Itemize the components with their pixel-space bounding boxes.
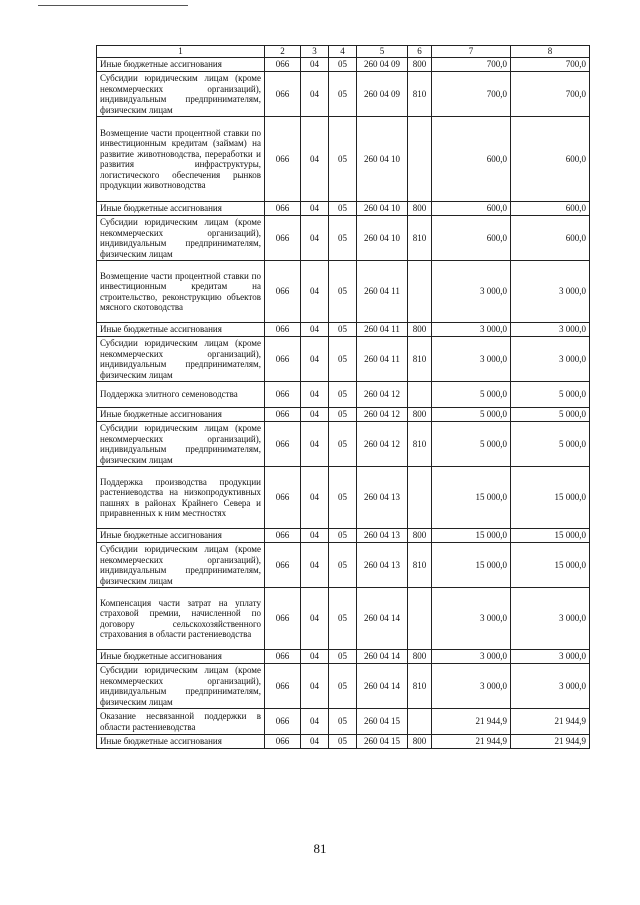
table-row xyxy=(97,529,590,543)
row-target-cell: 260 04 09 xyxy=(357,58,408,72)
row-name-cell: Иные бюджетные ассигнования xyxy=(97,529,265,543)
row-code-cell: 066 xyxy=(265,664,301,709)
row-name-cell: Субсидии юридическим лицам (кроме некоммерческих организаций), индивидуальным предпринимателям, физическим лицам xyxy=(97,216,265,261)
row-subsection-cell: 05 xyxy=(329,58,357,72)
row-amount-2-cell: 15 000,0 xyxy=(511,543,590,588)
row-code-cell: 066 xyxy=(265,543,301,588)
row-code-cell: 066 xyxy=(265,588,301,650)
row-type-cell: 810 xyxy=(408,543,432,588)
row-section-cell: 04 xyxy=(301,422,329,467)
header-col-5: 5 xyxy=(357,46,408,58)
table-row xyxy=(97,337,590,382)
row-name-cell: Субсидии юридическим лицам (кроме некоммерческих организаций), индивидуальным предпринимателям, физическим лицам xyxy=(97,543,265,588)
row-subsection-cell: 05 xyxy=(329,408,357,422)
row-amount-1-cell: 15 000,0 xyxy=(432,529,511,543)
row-amount-2-cell: 600,0 xyxy=(511,202,590,216)
table-row xyxy=(97,408,590,422)
row-type-cell xyxy=(408,382,432,408)
row-target-cell: 260 04 14 xyxy=(357,664,408,709)
row-type-cell xyxy=(408,709,432,735)
row-type-cell: 810 xyxy=(408,422,432,467)
table-row xyxy=(97,117,590,202)
row-target-cell: 260 04 15 xyxy=(357,709,408,735)
row-code-cell: 066 xyxy=(265,422,301,467)
row-subsection-cell: 05 xyxy=(329,735,357,749)
row-section-cell: 04 xyxy=(301,588,329,650)
row-section-cell: 04 xyxy=(301,408,329,422)
row-target-cell: 260 04 12 xyxy=(357,422,408,467)
row-amount-1-cell: 3 000,0 xyxy=(432,323,511,337)
row-subsection-cell: 05 xyxy=(329,382,357,408)
row-name-cell: Иные бюджетные ассигнования xyxy=(97,202,265,216)
row-subsection-cell: 05 xyxy=(329,664,357,709)
row-name-cell: Субсидии юридическим лицам (кроме некоммерческих организаций), индивидуальным предпринимателям, физическим лицам xyxy=(97,337,265,382)
row-amount-2-cell: 3 000,0 xyxy=(511,650,590,664)
row-target-cell: 260 04 11 xyxy=(357,337,408,382)
row-subsection-cell: 05 xyxy=(329,529,357,543)
budget-table xyxy=(96,45,590,749)
row-code-cell: 066 xyxy=(265,337,301,382)
row-type-cell: 810 xyxy=(408,664,432,709)
row-section-cell: 04 xyxy=(301,72,329,117)
row-name-cell: Оказание несвязанной поддержки в области растениеводства xyxy=(97,709,265,735)
row-name-cell: Субсидии юридическим лицам (кроме некоммерческих организаций), индивидуальным предпринимателям, физическим лицам xyxy=(97,422,265,467)
row-section-cell: 04 xyxy=(301,382,329,408)
row-section-cell: 04 xyxy=(301,467,329,529)
row-type-cell: 800 xyxy=(408,408,432,422)
row-target-cell: 260 04 11 xyxy=(357,261,408,323)
row-target-cell: 260 04 09 xyxy=(357,72,408,117)
table-row xyxy=(97,72,590,117)
row-section-cell: 04 xyxy=(301,735,329,749)
row-section-cell: 04 xyxy=(301,323,329,337)
row-type-cell: 810 xyxy=(408,72,432,117)
row-amount-1-cell: 21 944,9 xyxy=(432,735,511,749)
header-col-8: 8 xyxy=(511,46,590,58)
header-row xyxy=(97,46,590,58)
row-amount-1-cell: 5 000,0 xyxy=(432,382,511,408)
row-name-cell: Субсидии юридическим лицам (кроме некоммерческих организаций), индивидуальным предпринимателям, физическим лицам xyxy=(97,664,265,709)
row-code-cell: 066 xyxy=(265,408,301,422)
row-amount-1-cell: 5 000,0 xyxy=(432,408,511,422)
row-section-cell: 04 xyxy=(301,709,329,735)
row-type-cell xyxy=(408,588,432,650)
header-col-4: 4 xyxy=(329,46,357,58)
row-target-cell: 260 04 15 xyxy=(357,735,408,749)
row-target-cell: 260 04 12 xyxy=(357,408,408,422)
row-target-cell: 260 04 13 xyxy=(357,467,408,529)
row-amount-1-cell: 700,0 xyxy=(432,58,511,72)
row-subsection-cell: 05 xyxy=(329,543,357,588)
table-row xyxy=(97,382,590,408)
table-row xyxy=(97,588,590,650)
row-name-cell: Иные бюджетные ассигнования xyxy=(97,650,265,664)
header-col-2: 2 xyxy=(265,46,301,58)
row-name-cell: Возмещение части процентной ставки по инвестиционным кредитам на строительство, реконструкцию объектов мясного скотоводства xyxy=(97,261,265,323)
table-row xyxy=(97,323,590,337)
row-name-cell: Иные бюджетные ассигнования xyxy=(97,323,265,337)
header-col-3: 3 xyxy=(301,46,329,58)
row-code-cell: 066 xyxy=(265,72,301,117)
table-body xyxy=(97,58,590,749)
row-amount-1-cell: 21 944,9 xyxy=(432,709,511,735)
row-section-cell: 04 xyxy=(301,261,329,323)
row-type-cell: 800 xyxy=(408,650,432,664)
row-subsection-cell: 05 xyxy=(329,261,357,323)
row-section-cell: 04 xyxy=(301,543,329,588)
row-code-cell: 066 xyxy=(265,382,301,408)
row-amount-1-cell: 600,0 xyxy=(432,117,511,202)
row-amount-2-cell: 15 000,0 xyxy=(511,467,590,529)
row-name-cell: Иные бюджетные ассигнования xyxy=(97,58,265,72)
row-code-cell: 066 xyxy=(265,735,301,749)
row-name-cell: Возмещение части процентной ставки по инвестиционным кредитам (займам) на развитие животноводства, переработки и развития инфраструктуры, логистического обеспечения рынков продукции животноводства xyxy=(97,117,265,202)
row-amount-1-cell: 3 000,0 xyxy=(432,337,511,382)
header-col-1: 1 xyxy=(97,46,265,58)
row-amount-2-cell: 600,0 xyxy=(511,117,590,202)
row-section-cell: 04 xyxy=(301,202,329,216)
row-section-cell: 04 xyxy=(301,650,329,664)
row-amount-2-cell: 5 000,0 xyxy=(511,422,590,467)
row-type-cell xyxy=(408,261,432,323)
row-type-cell: 800 xyxy=(408,202,432,216)
row-section-cell: 04 xyxy=(301,58,329,72)
row-subsection-cell: 05 xyxy=(329,117,357,202)
row-amount-2-cell: 3 000,0 xyxy=(511,323,590,337)
row-target-cell: 260 04 13 xyxy=(357,543,408,588)
row-amount-2-cell: 3 000,0 xyxy=(511,261,590,323)
row-name-cell: Иные бюджетные ассигнования xyxy=(97,408,265,422)
row-subsection-cell: 05 xyxy=(329,709,357,735)
row-subsection-cell: 05 xyxy=(329,650,357,664)
table-row xyxy=(97,422,590,467)
row-amount-1-cell: 15 000,0 xyxy=(432,543,511,588)
row-amount-2-cell: 3 000,0 xyxy=(511,588,590,650)
table-row xyxy=(97,650,590,664)
row-amount-2-cell: 15 000,0 xyxy=(511,529,590,543)
row-name-cell: Иные бюджетные ассигнования xyxy=(97,735,265,749)
row-amount-2-cell: 600,0 xyxy=(511,216,590,261)
row-target-cell: 260 04 14 xyxy=(357,588,408,650)
table-row xyxy=(97,735,590,749)
row-type-cell: 800 xyxy=(408,58,432,72)
row-subsection-cell: 05 xyxy=(329,323,357,337)
table-row xyxy=(97,58,590,72)
table-row xyxy=(97,216,590,261)
row-section-cell: 04 xyxy=(301,337,329,382)
row-type-cell: 800 xyxy=(408,323,432,337)
row-section-cell: 04 xyxy=(301,216,329,261)
row-code-cell: 066 xyxy=(265,529,301,543)
row-code-cell: 066 xyxy=(265,323,301,337)
table-row xyxy=(97,261,590,323)
row-type-cell: 810 xyxy=(408,216,432,261)
row-name-cell: Компенсация части затрат на уплату страховой премии, начисленной по договору сельскохозяйственного страхования в области растениеводства xyxy=(97,588,265,650)
row-amount-1-cell: 3 000,0 xyxy=(432,664,511,709)
table-row xyxy=(97,543,590,588)
row-code-cell: 066 xyxy=(265,709,301,735)
row-target-cell: 260 04 10 xyxy=(357,117,408,202)
row-subsection-cell: 05 xyxy=(329,467,357,529)
row-amount-1-cell: 5 000,0 xyxy=(432,422,511,467)
row-type-cell: 810 xyxy=(408,337,432,382)
row-amount-2-cell: 700,0 xyxy=(511,58,590,72)
row-section-cell: 04 xyxy=(301,529,329,543)
row-amount-2-cell: 5 000,0 xyxy=(511,382,590,408)
row-name-cell: Поддержка элитного семеноводства xyxy=(97,382,265,408)
row-name-cell: Субсидии юридическим лицам (кроме некоммерческих организаций), индивидуальным предпринимателям, физическим лицам xyxy=(97,72,265,117)
row-type-cell: 800 xyxy=(408,735,432,749)
row-target-cell: 260 04 14 xyxy=(357,650,408,664)
row-subsection-cell: 05 xyxy=(329,337,357,382)
row-type-cell xyxy=(408,467,432,529)
row-amount-1-cell: 3 000,0 xyxy=(432,650,511,664)
row-amount-2-cell: 21 944,9 xyxy=(511,735,590,749)
table-row xyxy=(97,467,590,529)
row-subsection-cell: 05 xyxy=(329,216,357,261)
row-name-cell: Поддержка производства продукции растениеводства на низкопродуктивных пашнях в районах Крайнего Севера и приравненных к ним местностях xyxy=(97,467,265,529)
row-amount-1-cell: 700,0 xyxy=(432,72,511,117)
table-row xyxy=(97,664,590,709)
row-subsection-cell: 05 xyxy=(329,202,357,216)
row-amount-2-cell: 21 944,9 xyxy=(511,709,590,735)
top-rule xyxy=(38,5,188,6)
row-target-cell: 260 04 12 xyxy=(357,382,408,408)
row-amount-2-cell: 3 000,0 xyxy=(511,337,590,382)
row-code-cell: 066 xyxy=(265,202,301,216)
row-amount-2-cell: 700,0 xyxy=(511,72,590,117)
row-target-cell: 260 04 10 xyxy=(357,216,408,261)
row-amount-1-cell: 15 000,0 xyxy=(432,467,511,529)
row-type-cell: 800 xyxy=(408,529,432,543)
header-col-7: 7 xyxy=(432,46,511,58)
row-subsection-cell: 05 xyxy=(329,72,357,117)
row-section-cell: 04 xyxy=(301,664,329,709)
row-amount-2-cell: 5 000,0 xyxy=(511,408,590,422)
page-number: 81 xyxy=(313,841,327,856)
row-code-cell: 066 xyxy=(265,467,301,529)
row-amount-1-cell: 3 000,0 xyxy=(432,261,511,323)
table-row xyxy=(97,709,590,735)
row-subsection-cell: 05 xyxy=(329,588,357,650)
row-amount-1-cell: 600,0 xyxy=(432,216,511,261)
row-code-cell: 066 xyxy=(265,650,301,664)
row-amount-2-cell: 3 000,0 xyxy=(511,664,590,709)
row-type-cell xyxy=(408,117,432,202)
row-code-cell: 066 xyxy=(265,216,301,261)
row-target-cell: 260 04 10 xyxy=(357,202,408,216)
row-subsection-cell: 05 xyxy=(329,422,357,467)
row-target-cell: 260 04 13 xyxy=(357,529,408,543)
row-target-cell: 260 04 11 xyxy=(357,323,408,337)
table-row xyxy=(97,202,590,216)
row-code-cell: 066 xyxy=(265,261,301,323)
row-code-cell: 066 xyxy=(265,58,301,72)
row-amount-1-cell: 600,0 xyxy=(432,202,511,216)
row-code-cell: 066 xyxy=(265,117,301,202)
row-amount-1-cell: 3 000,0 xyxy=(432,588,511,650)
row-section-cell: 04 xyxy=(301,117,329,202)
header-col-6: 6 xyxy=(408,46,432,58)
